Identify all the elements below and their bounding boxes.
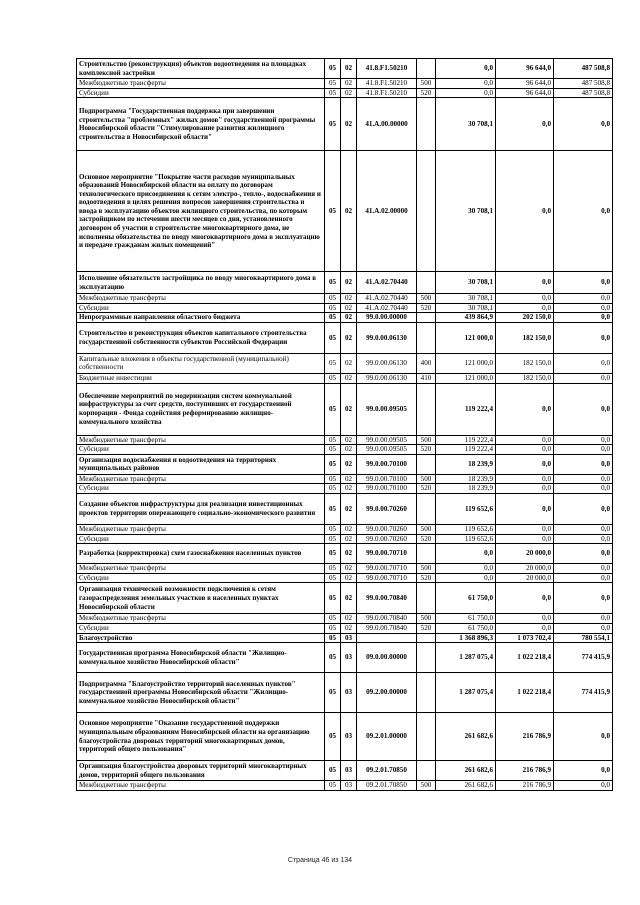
expense-type-code — [417, 272, 436, 294]
section-code: 05 — [325, 564, 341, 574]
target-article-code: 99.0.00.70840 — [357, 583, 417, 614]
table-row — [77, 294, 613, 304]
amount-2023: 0,0 — [554, 98, 613, 151]
amount-2021: 119 652,6 — [436, 534, 496, 544]
amount-2021: 30 708,1 — [436, 98, 496, 151]
amount-2022: 0,0 — [496, 435, 554, 445]
amount-2021: 0,0 — [436, 79, 496, 89]
amount-2021: 0,0 — [436, 59, 496, 79]
expense-type-code — [417, 493, 436, 524]
section-code: 05 — [325, 761, 341, 781]
table-row — [77, 454, 613, 474]
amount-2021: 0,0 — [436, 564, 496, 574]
amount-2022: 96 644,0 — [496, 88, 554, 98]
amount-2023: 0,0 — [554, 524, 613, 534]
amount-2022: 1 022 218,4 — [496, 673, 554, 713]
table-row — [77, 353, 613, 373]
row-name: Государственная программа Новосибирской области "Жилищно-коммунальное хозяйство Новосибирской области" — [77, 643, 325, 673]
row-name: Субсидии — [77, 484, 325, 494]
subsection-code: 02 — [341, 88, 357, 98]
amount-2023: 0,0 — [554, 573, 613, 583]
row-name: Подпрограмма "Государственная поддержка при завершении строительства "проблемных" жилых домов" государственной программы Новосибирской области "Стимулирование развития жилищного строительства в Новосибирской области" — [77, 98, 325, 151]
target-article-code: 99.0.00.70260 — [357, 534, 417, 544]
amount-2021: 121 000,0 — [436, 353, 496, 373]
subsection-code: 02 — [341, 322, 357, 353]
amount-2023: 487 508,8 — [554, 79, 613, 89]
amount-2022: 182 150,0 — [496, 373, 554, 383]
target-article-code: 99.0.00.09505 — [357, 435, 417, 445]
table-row — [77, 493, 613, 524]
expense-type-code — [417, 633, 436, 643]
amount-2021: 0,0 — [436, 88, 496, 98]
amount-2021: 119 652,6 — [436, 493, 496, 524]
target-article-code: 99.0.00.70100 — [357, 454, 417, 474]
section-code: 05 — [325, 524, 341, 534]
subsection-code: 02 — [341, 524, 357, 534]
subsection-code: 02 — [341, 583, 357, 614]
amount-2022: 1 073 702,4 — [496, 633, 554, 643]
subsection-code: 02 — [341, 98, 357, 151]
row-name: Строительство (реконструкция) объектов водоотведения на площадках комплексной застройки — [77, 59, 325, 79]
row-name: Субсидии — [77, 88, 325, 98]
subsection-code: 02 — [341, 373, 357, 383]
amount-2023: 487 508,8 — [554, 59, 613, 79]
target-article-code: 99.0.00.00000 — [357, 313, 417, 323]
target-article-code: 99.0.00.70260 — [357, 524, 417, 534]
amount-2021: 30 708,1 — [436, 272, 496, 294]
table-row — [77, 151, 613, 272]
table-row — [77, 59, 613, 79]
subsection-code: 02 — [341, 313, 357, 323]
amount-2023: 0,0 — [554, 445, 613, 455]
section-code: 05 — [325, 573, 341, 583]
table-row — [77, 614, 613, 624]
row-name: Субсидии — [77, 573, 325, 583]
table-row — [77, 781, 613, 791]
amount-2023: 0,0 — [554, 151, 613, 272]
section-code: 05 — [325, 353, 341, 373]
table-row — [77, 673, 613, 713]
amount-2022: 0,0 — [496, 493, 554, 524]
amount-2023: 0,0 — [554, 761, 613, 781]
table-row — [77, 573, 613, 583]
amount-2021: 30 708,1 — [436, 151, 496, 272]
table-row — [77, 544, 613, 564]
amount-2021: 261 682,6 — [436, 713, 496, 761]
amount-2023: 774 415,9 — [554, 673, 613, 713]
row-name: Субсидии — [77, 534, 325, 544]
row-name: Создание объектов инфраструктуры для реализации инвестиционных проектов территории опережающего социально-экономического развития — [77, 493, 325, 524]
amount-2023: 0,0 — [554, 272, 613, 294]
row-name: Межбюджетные трансферты — [77, 614, 325, 624]
amount-2022: 216 786,9 — [496, 761, 554, 781]
table-row — [77, 524, 613, 534]
table-row — [77, 98, 613, 151]
subsection-code: 02 — [341, 353, 357, 373]
subsection-code: 03 — [341, 633, 357, 643]
section-code: 05 — [325, 79, 341, 89]
section-code: 05 — [325, 643, 341, 673]
amount-2023: 0,0 — [554, 544, 613, 564]
row-name: Благоустройство — [77, 633, 325, 643]
amount-2023: 0,0 — [554, 484, 613, 494]
row-name: Субсидии — [77, 623, 325, 633]
subsection-code: 03 — [341, 781, 357, 791]
target-article-code: 41.8.F1.50210 — [357, 79, 417, 89]
amount-2022: 0,0 — [496, 98, 554, 151]
amount-2022: 0,0 — [496, 303, 554, 313]
amount-2021: 121 000,0 — [436, 322, 496, 353]
target-article-code: 41.А.00.00000 — [357, 98, 417, 151]
amount-2023: 780 554,1 — [554, 633, 613, 643]
expense-type-code: 500 — [417, 564, 436, 574]
section-code: 05 — [325, 534, 341, 544]
expense-type-code — [417, 313, 436, 323]
amount-2022: 0,0 — [496, 534, 554, 544]
target-article-code: 09.2.01.70850 — [357, 781, 417, 791]
amount-2023: 0,0 — [554, 435, 613, 445]
expense-type-code — [417, 643, 436, 673]
target-article-code: 41.А.02.70440 — [357, 294, 417, 304]
row-name: Межбюджетные трансферты — [77, 79, 325, 89]
section-code: 05 — [325, 781, 341, 791]
amount-2021: 18 239,9 — [436, 484, 496, 494]
expense-type-code — [417, 98, 436, 151]
amount-2021: 119 222,4 — [436, 383, 496, 435]
table-row — [77, 534, 613, 544]
table-row — [77, 313, 613, 323]
expense-type-code: 500 — [417, 474, 436, 484]
amount-2023: 0,0 — [554, 322, 613, 353]
row-name: Капитальные вложения в объекты государственной (муниципальной) собственности — [77, 353, 325, 373]
amount-2021: 61 750,0 — [436, 583, 496, 614]
expense-type-code — [417, 151, 436, 272]
amount-2021: 119 652,6 — [436, 524, 496, 534]
amount-2021: 61 750,0 — [436, 614, 496, 624]
amount-2023: 0,0 — [554, 383, 613, 435]
expense-type-code: 520 — [417, 303, 436, 313]
subsection-code: 02 — [341, 79, 357, 89]
amount-2021: 119 222,4 — [436, 445, 496, 455]
amount-2023: 0,0 — [554, 713, 613, 761]
expense-type-code — [417, 713, 436, 761]
section-code: 05 — [325, 484, 341, 494]
section-code: 05 — [325, 313, 341, 323]
budget-table — [76, 58, 613, 791]
table-row — [77, 564, 613, 574]
row-name: Межбюджетные трансферты — [77, 294, 325, 304]
amount-2022: 0,0 — [496, 294, 554, 304]
section-code: 05 — [325, 435, 341, 445]
section-code: 05 — [325, 713, 341, 761]
amount-2023: 0,0 — [554, 303, 613, 313]
table-row — [77, 484, 613, 494]
amount-2023: 0,0 — [554, 373, 613, 383]
subsection-code: 02 — [341, 623, 357, 633]
row-name: Исполнение обязательств застройщика по вводу многоквартирного дома в эксплуатацию — [77, 272, 325, 294]
subsection-code: 02 — [341, 383, 357, 435]
amount-2021: 0,0 — [436, 544, 496, 564]
target-article-code: 99.0.00.70100 — [357, 474, 417, 484]
target-article-code — [357, 633, 417, 643]
amount-2021: 119 222,4 — [436, 435, 496, 445]
amount-2023: 0,0 — [554, 623, 613, 633]
target-article-code: 99.0.00.09505 — [357, 445, 417, 455]
target-article-code: 41.8.F1.50210 — [357, 59, 417, 79]
row-name: Основное мероприятие "Оказание государственной поддержки муниципальным образованиям Новосибирской области на организацию благоустройства дворовых территорий многоквартирных домов, территорий общего пользования" — [77, 713, 325, 761]
table-row — [77, 623, 613, 633]
section-code: 05 — [325, 673, 341, 713]
expense-type-code — [417, 673, 436, 713]
subsection-code: 03 — [341, 673, 357, 713]
subsection-code: 02 — [341, 445, 357, 455]
target-article-code: 41.8.F1.50210 — [357, 88, 417, 98]
section-code: 05 — [325, 583, 341, 614]
amount-2023: 0,0 — [554, 474, 613, 484]
amount-2023: 0,0 — [554, 353, 613, 373]
amount-2022: 0,0 — [496, 445, 554, 455]
section-code: 05 — [325, 383, 341, 435]
section-code: 05 — [325, 493, 341, 524]
section-code: 05 — [325, 98, 341, 151]
amount-2022: 216 786,9 — [496, 781, 554, 791]
amount-2022: 0,0 — [496, 454, 554, 474]
expense-type-code — [417, 544, 436, 564]
amount-2022: 20 000,0 — [496, 564, 554, 574]
target-article-code: 99.0.00.70710 — [357, 564, 417, 574]
amount-2022: 0,0 — [496, 524, 554, 534]
amount-2022: 0,0 — [496, 272, 554, 294]
section-code: 05 — [325, 322, 341, 353]
target-article-code: 99.0.00.06130 — [357, 322, 417, 353]
table-row — [77, 713, 613, 761]
table-row — [77, 761, 613, 781]
subsection-code: 02 — [341, 272, 357, 294]
row-name: Межбюджетные трансферты — [77, 781, 325, 791]
section-code: 05 — [325, 474, 341, 484]
section-code: 05 — [325, 294, 341, 304]
amount-2022: 202 150,0 — [496, 313, 554, 323]
amount-2021: 261 682,6 — [436, 781, 496, 791]
target-article-code: 09.2.00.00000 — [357, 673, 417, 713]
row-name: Непрограммные направления областного бюджета — [77, 313, 325, 323]
subsection-code: 03 — [341, 761, 357, 781]
expense-type-code — [417, 454, 436, 474]
subsection-code: 03 — [341, 643, 357, 673]
subsection-code: 02 — [341, 303, 357, 313]
amount-2023: 0,0 — [554, 454, 613, 474]
amount-2022: 20 000,0 — [496, 573, 554, 583]
amount-2023: 0,0 — [554, 614, 613, 624]
subsection-code: 02 — [341, 534, 357, 544]
expense-type-code: 520 — [417, 445, 436, 455]
expense-type-code — [417, 761, 436, 781]
subsection-code: 02 — [341, 151, 357, 272]
subsection-code: 02 — [341, 544, 357, 564]
row-name: Строительство и реконструкция объектов капитального строительства государственной собственности субъектов Российской Федерации — [77, 322, 325, 353]
amount-2021: 61 750,0 — [436, 623, 496, 633]
row-name: Обеспечение мероприятий по модернизации систем коммунальной инфраструктуры за счет средств, поступивших от государственной корпорации - Фонда содействия реформированию жилищно-коммунального хозяйства — [77, 383, 325, 435]
amount-2021: 18 239,9 — [436, 454, 496, 474]
section-code: 05 — [325, 303, 341, 313]
subsection-code: 02 — [341, 484, 357, 494]
table-row — [77, 445, 613, 455]
row-name: Основное мероприятие "Покрытие части расходов муниципальных образований Новосибирской области на оплату по договорам технологического присоединения к сетям электро-, тепло-, водоснабжения и водоотведения в целях решения вопросов завершения строительства и ввода в эксплуатацию объектов жилищного строительства, по которым застройщиком по истечении шести месяцев со дня, установленного договором об участии в строительстве многоквартирного дома, не исполнены обязательства по вводу многоквартирного дома в эксплуатацию и передаче гражданам жилых помещений" — [77, 151, 325, 272]
expense-type-code: 500 — [417, 524, 436, 534]
row-name: Субсидии — [77, 445, 325, 455]
amount-2023: 0,0 — [554, 564, 613, 574]
expense-type-code: 500 — [417, 435, 436, 445]
amount-2021: 18 239,9 — [436, 474, 496, 484]
row-name: Бюджетные инвестиции — [77, 373, 325, 383]
table-row — [77, 79, 613, 89]
amount-2023: 0,0 — [554, 583, 613, 614]
table-row — [77, 322, 613, 353]
row-name: Разработка (корректировка) схем газоснабжения населенных пунктов — [77, 544, 325, 564]
section-code: 05 — [325, 373, 341, 383]
amount-2022: 0,0 — [496, 474, 554, 484]
expense-type-code: 500 — [417, 781, 436, 791]
target-article-code: 99.0.00.70840 — [357, 614, 417, 624]
subsection-code: 02 — [341, 564, 357, 574]
amount-2023: 0,0 — [554, 493, 613, 524]
target-article-code: 99.0.00.06130 — [357, 373, 417, 383]
amount-2022: 0,0 — [496, 151, 554, 272]
target-article-code: 09.2.01.70850 — [357, 761, 417, 781]
table-row — [77, 383, 613, 435]
subsection-code: 02 — [341, 454, 357, 474]
expense-type-code — [417, 383, 436, 435]
table-row — [77, 303, 613, 313]
section-code: 05 — [325, 454, 341, 474]
amount-2021: 1 287 075,4 — [436, 643, 496, 673]
table-row — [77, 373, 613, 383]
amount-2022: 20 000,0 — [496, 544, 554, 564]
expense-type-code — [417, 583, 436, 614]
section-code: 05 — [325, 272, 341, 294]
table-row — [77, 474, 613, 484]
amount-2021: 121 000,0 — [436, 373, 496, 383]
expense-type-code: 410 — [417, 373, 436, 383]
amount-2023: 487 508,8 — [554, 88, 613, 98]
table-row — [77, 88, 613, 98]
target-article-code: 41.А.02.00000 — [357, 151, 417, 272]
target-article-code: 99.0.00.70100 — [357, 484, 417, 494]
expense-type-code — [417, 322, 436, 353]
table-row — [77, 633, 613, 643]
amount-2022: 0,0 — [496, 484, 554, 494]
amount-2023: 0,0 — [554, 534, 613, 544]
section-code: 05 — [325, 88, 341, 98]
section-code: 05 — [325, 544, 341, 564]
amount-2022: 0,0 — [496, 583, 554, 614]
amount-2022: 182 150,0 — [496, 353, 554, 373]
subsection-code: 02 — [341, 474, 357, 484]
amount-2021: 439 864,9 — [436, 313, 496, 323]
expense-type-code: 520 — [417, 88, 436, 98]
amount-2022: 0,0 — [496, 623, 554, 633]
expense-type-code: 520 — [417, 623, 436, 633]
row-name: Организация водоснабжения и водоотведения на территориях муниципальных районов — [77, 454, 325, 474]
section-code: 05 — [325, 151, 341, 272]
amount-2023: 0,0 — [554, 294, 613, 304]
row-name: Межбюджетные трансферты — [77, 564, 325, 574]
subsection-code: 02 — [341, 493, 357, 524]
subsection-code: 02 — [341, 573, 357, 583]
section-code: 05 — [325, 623, 341, 633]
expense-type-code: 400 — [417, 353, 436, 373]
expense-type-code: 500 — [417, 614, 436, 624]
target-article-code: 41.А.02.70440 — [357, 303, 417, 313]
row-name: Подпрограмма "Благоустройство территорий населенных пунктов" государственной программы Новосибирской области "Жилищно-коммунальное хозяйство Новосибирской области" — [77, 673, 325, 713]
expense-type-code: 520 — [417, 573, 436, 583]
amount-2021: 30 708,1 — [436, 303, 496, 313]
section-code: 05 — [325, 445, 341, 455]
section-code: 05 — [325, 614, 341, 624]
subsection-code: 03 — [341, 713, 357, 761]
row-name: Межбюджетные трансферты — [77, 435, 325, 445]
amount-2021: 0,0 — [436, 573, 496, 583]
amount-2022: 0,0 — [496, 614, 554, 624]
row-name: Субсидии — [77, 303, 325, 313]
target-article-code: 99.0.00.70260 — [357, 493, 417, 524]
target-article-code: 99.0.00.06130 — [357, 353, 417, 373]
target-article-code: 09.2.01.00000 — [357, 713, 417, 761]
amount-2023: 774 415,9 — [554, 643, 613, 673]
amount-2022: 1 022 218,4 — [496, 643, 554, 673]
table-row — [77, 643, 613, 673]
section-code: 05 — [325, 633, 341, 643]
amount-2022: 96 644,0 — [496, 59, 554, 79]
section-code: 05 — [325, 59, 341, 79]
row-name: Организация благоустройства дворовых территорий многоквартирных домов, территорий общего пользования — [77, 761, 325, 781]
target-article-code: 09.0.00.00000 — [357, 643, 417, 673]
amount-2022: 216 786,9 — [496, 713, 554, 761]
amount-2022: 182 150,0 — [496, 322, 554, 353]
expense-type-code: 500 — [417, 294, 436, 304]
target-article-code: 99.0.00.70710 — [357, 544, 417, 564]
target-article-code: 99.0.00.70840 — [357, 623, 417, 633]
subsection-code: 02 — [341, 435, 357, 445]
table-row — [77, 435, 613, 445]
amount-2022: 0,0 — [496, 383, 554, 435]
target-article-code: 99.0.00.09505 — [357, 383, 417, 435]
target-article-code: 99.0.00.70710 — [357, 573, 417, 583]
target-article-code: 41.А.02.70440 — [357, 272, 417, 294]
amount-2021: 1 287 075,4 — [436, 673, 496, 713]
row-name: Межбюджетные трансферты — [77, 474, 325, 484]
amount-2023: 0,0 — [554, 313, 613, 323]
amount-2021: 1 368 896,3 — [436, 633, 496, 643]
subsection-code: 02 — [341, 294, 357, 304]
amount-2021: 261 682,6 — [436, 761, 496, 781]
table-row — [77, 272, 613, 294]
expense-type-code: 500 — [417, 79, 436, 89]
subsection-code: 02 — [341, 614, 357, 624]
expense-type-code: 520 — [417, 534, 436, 544]
expense-type-code — [417, 59, 436, 79]
expense-type-code: 520 — [417, 484, 436, 494]
row-name: Организация технической возможности подключения к сетям газораспределения земельных участков в населенных пунктах Новосибирской области — [77, 583, 325, 614]
amount-2022: 96 644,0 — [496, 79, 554, 89]
amount-2021: 30 708,1 — [436, 294, 496, 304]
table-row — [77, 583, 613, 614]
row-name: Межбюджетные трансферты — [77, 524, 325, 534]
subsection-code: 02 — [341, 59, 357, 79]
page-number: Страница 46 из 134 — [287, 857, 353, 864]
amount-2023: 0,0 — [554, 781, 613, 791]
